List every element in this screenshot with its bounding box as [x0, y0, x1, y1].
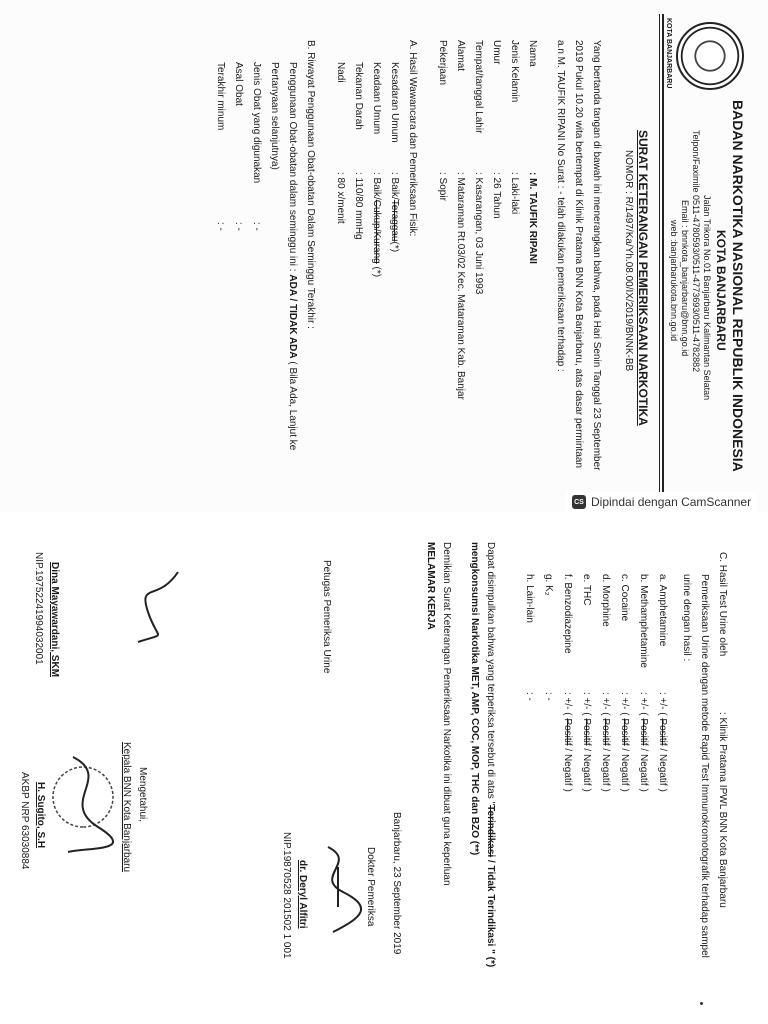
section-b-row-1-value: : - — [251, 222, 262, 231]
head-signature-icon — [48, 742, 118, 862]
bnn-logo-icon — [676, 22, 744, 90]
camscanner-icon: CS — [572, 495, 586, 509]
test-row-4-value: : +/- ( Positif / Negatif ) — [600, 692, 611, 792]
agency-web: web :banjarbarukota.bnn.go.id — [669, 220, 679, 342]
section-c-title-value: : Klinik Pratama IPWL BNN Kota Banjarbaru — [717, 712, 728, 908]
identity-job-label: Pekerjaan — [437, 40, 448, 86]
agency-phone: Telpon/Faximile 0511-4780593/0511-4773693/0511-4782882 — [691, 130, 701, 373]
section-b-row-2-label: Asal Obat — [233, 62, 244, 106]
section-b-row-3-label: Terakhir minum — [215, 62, 226, 131]
camscanner-label: Dipindai dengan CamScanner — [591, 495, 752, 509]
letter-page-2 — [0, 512, 768, 1024]
urine-officer-name: Dina Mayawardani, SKM — [49, 562, 60, 678]
section-b-usage: Penggunaan Obat-obatan dalam seminggu ini : ADA / TIDAK ADA ( Bila Ada, Lanjut ke — [287, 62, 298, 451]
urine-officer-role: Petugas Pemeriksa Urine — [321, 560, 332, 674]
acknowledged-label: Mengetahui, — [137, 767, 148, 823]
intro-line-2: 2019 Pukul 10.20 wita bertempat di Klinik Pratama BNN Kota Banjarbaru, atas dasar permintaan — [573, 40, 584, 469]
letter-title: SURAT KETERANGAN PEMERIKSAAN NARKOTIKA — [636, 130, 650, 426]
head-name: H. Sugito, S.H — [35, 782, 46, 849]
agency-name: BADAN NARKOTIKA NASIONAL REPUBLIK INDONESIA — [730, 100, 746, 472]
test-row-5-value: : +/- ( Positif / Negatif ) — [581, 692, 592, 792]
identity-gender-label: Jenis Kelamin — [509, 40, 520, 103]
section-a-row-1-label: Kesadaran Umum — [389, 62, 400, 143]
test-row-7-label: g. K₂ — [543, 574, 554, 596]
test-row-8-label: h. Lain-lain — [524, 574, 535, 623]
section-a-row-1-value: : Baik/Teraggau(*) — [389, 172, 400, 253]
test-row-2-value: : +/- ( Positif / Negatif ) — [638, 692, 649, 792]
purpose-line-1: Demikian Surat Keterangan Pemeriksaan Narkotika ini dibuat guna keperluan — [441, 542, 452, 886]
intro-line-3: a.n M. TAUFIK RIPANI No Surat : - telah dilakukan pemeriksaan terhadap : — [555, 40, 566, 372]
agency-branch: KOTA BANJARBARU — [714, 230, 728, 351]
identity-job-value: : Sopir — [437, 172, 448, 201]
logo-caption: KOTA BANJARBARU — [665, 18, 672, 89]
test-row-3-value: : +/- ( Positif / Negatif ) — [619, 692, 630, 792]
section-a-row-2-value: : Baik/Cukup/Kurang (*) — [371, 172, 382, 278]
section-b-row-1-label: Jenis Obat yang digunakan — [251, 62, 262, 184]
test-row-1-value: : +/- ( Positif / Negatif ) — [657, 692, 668, 792]
purpose-line-2: MELAMAR KERJA — [425, 542, 436, 630]
section-a-title: A. Hasil Wawancara dan Pemeriksaan Fisik: — [407, 40, 418, 237]
method-line-1: Pemeriksaan Urine dengan metode Rapid Test Immunokromotografik terhadap sampel — [699, 574, 710, 958]
agency-email: Email : bnnkota_banjarbaru@bnn.go.id — [680, 200, 690, 357]
section-b-title: B. Riwayat Penggunaan Obat-obatan Dalam Seminggu Terakhir : — [305, 40, 316, 329]
doctor-role: Dokter Pemeriksa — [365, 847, 376, 927]
test-row-8-value: : - — [524, 692, 535, 701]
doctor-nip: NIP.19870528 201502 1 001 — [281, 832, 292, 959]
test-row-6-label: f. Benzodiazepine — [562, 574, 573, 654]
header-divider — [662, 14, 664, 498]
identity-age-value: : 26 Tahun — [491, 172, 502, 219]
test-row-2-label: b. Methamphetamine — [638, 574, 649, 668]
method-line-2: urine dengan hasil : — [681, 574, 692, 662]
section-b-usage-note: Pertanyaan selanjutnya) — [269, 62, 280, 170]
conclusion-line-2: mengkonsumsi Narkotika MET, AMP, COC, MOP, THC dan BZO (**) — [469, 542, 480, 856]
section-a-row-2-label: Keadaan Umum — [371, 62, 382, 135]
section-a-row-4-value: : 80 x/menit — [335, 172, 346, 224]
identity-nama-label: Nama — [527, 40, 538, 67]
section-a-row-3-value: : 110/80 mmHg — [353, 172, 364, 240]
conclusion-line-1: Dapat disimpulkan bahwa yang terperiksa tersebut di atas "Terindikasi / Tidak Terindikasi " (*) — [485, 542, 496, 968]
scan-speck — [700, 1002, 703, 1005]
doctor-name: dr. Deryl Alfitri — [297, 860, 308, 929]
intro-line-1: Yang bertanda tangan di bawah ini menerangkan bahwa, pada Hari Senin Tanggal 23 September — [591, 40, 602, 471]
test-row-1-label: a. Amphetamine — [657, 574, 668, 647]
identity-birth-value: : Kasarangan, 03 Juni 1993 — [473, 172, 484, 295]
letter-page-2-rotated — [0, 512, 768, 1024]
section-c-title-label: C. Hasil Test Urine oleh — [717, 552, 728, 657]
doctor-signature-icon — [308, 837, 368, 947]
test-row-5-label: e. THC — [581, 574, 592, 606]
camscanner-watermark — [566, 492, 757, 512]
test-row-7-value: : - — [543, 692, 554, 701]
identity-address-value: : Mataraman Rt.03/02 Kec. Mataraman Kab. Banjar — [455, 172, 466, 400]
head-nrp: AKBP NRP 63030884 — [19, 772, 30, 870]
test-row-3-label: c. Cocaine — [619, 574, 630, 622]
urine-officer-nip: NIP.19752241994032001 — [33, 552, 44, 665]
urine-officer-signature-icon — [128, 562, 188, 652]
identity-birth-label: Tempat/tanggal Lahir — [473, 40, 484, 134]
section-b-row-3-value: : - — [215, 222, 226, 231]
identity-nama-value: : M. TAUFIK RIPANI — [527, 172, 538, 264]
identity-address-label: Alamat — [455, 40, 466, 72]
section-a-row-3-label: Tekanan Darah — [353, 62, 364, 130]
test-row-6-value: : +/- ( Positif / Negatif ) — [562, 692, 573, 792]
section-a-row-4-label: Nadi — [335, 62, 346, 83]
identity-gender-value: : Laki-laki — [509, 172, 520, 215]
head-title: Kepala BNN Kota Banjarbaru — [121, 742, 132, 873]
identity-age-label: Umur — [491, 40, 502, 65]
letter-number: NOMOR : R/1497/Ka/Yh.08.00/IX/2019/BNNK-BB — [623, 150, 634, 372]
test-row-4-label: d. Morphine — [600, 574, 611, 627]
section-b-row-2-value: : - — [233, 222, 244, 231]
header-divider-thin — [659, 14, 660, 498]
agency-address: Jalan Trikora No.01 Banjarbaru Kalimantan Selatan — [702, 195, 712, 401]
place-date: Banjarbaru, 23 September 2019 — [391, 812, 402, 955]
